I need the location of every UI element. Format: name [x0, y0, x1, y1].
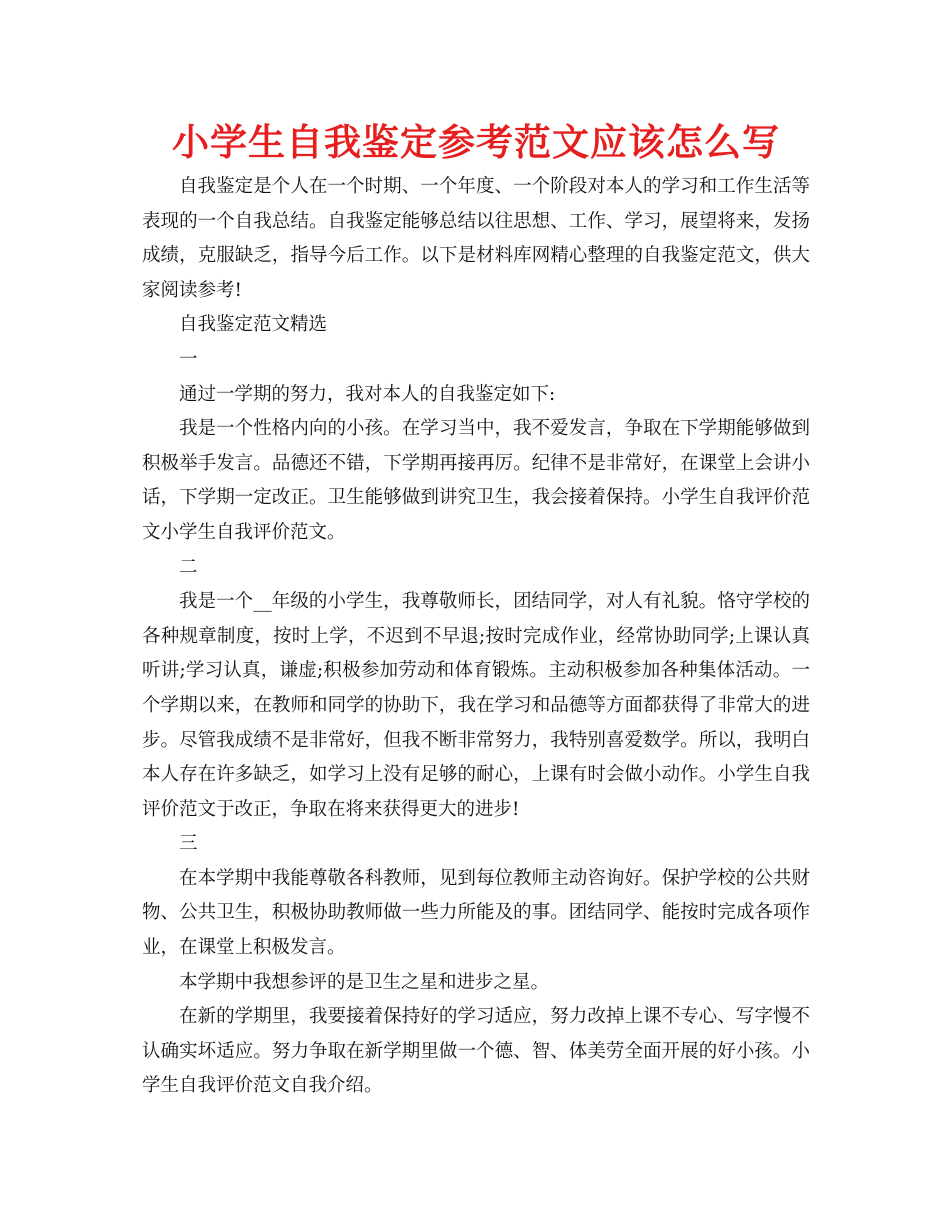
paragraph-intro: 自我鉴定是个人在一个时期、一个年度、一个阶段对本人的学习和工作生活等表现的一个自我总结。自我鉴定能够总结以往思想、工作、学习，展望将来，发扬成绩，克服缺乏，指导今后工作。以下是材料库网精心整理的自我鉴定范文，供大家阅读参考!: [142, 176, 810, 301]
paragraph-section-heading: 自我鉴定范文精选: [179, 314, 328, 336]
paragraph-one-body: 我是一个性格内向的小孩。在学习当中，我不爱发言，争取在下学期能够做到积极举手发言。品德还不错，下学期再接再厉。纪律不是非常好，在课堂上会讲小话，下学期一定改正。卫生能够做到讲究卫生，我会接着保持。小学生自我评价范文小学生自我评价范文。: [142, 418, 810, 543]
paragraph-number-one: 一: [179, 348, 198, 370]
document-body: [142, 170, 810, 1104]
paragraph-three-stars: 本学期中我想参评的是卫生之星和进步之星。: [179, 971, 550, 993]
paragraph-number-three: 三: [179, 833, 198, 855]
paragraph-three-closing: 在新的学期里，我要接着保持好的学习适应，努力改掉上课不专心、写字慢不认确实坏适应。努力争取在新学期里做一个德、智、体美劳全面开展的好小孩。小学生自我评价范文自我介绍。: [142, 1006, 810, 1097]
paragraph-two-body: 我是一个__年级的小学生，我尊敬师长，团结同学，对人有礼貌。恪守学校的各种规章制度，按时上学，不迟到不早退;按时完成作业，经常协助同学;上课认真听讲;学习认真，谦虚;积极参加劳动和体育锻炼。主动积极参加各种集体活动。一个学期以来，在教师和同学的协助下，我在学习和品德等方面都获得了非常大的进步。尽管我成绩不是非常好，但我不断非常努力，我特别喜爱数学。所以，我明白本人存在许多缺乏，如学习上没有足够的耐心，上课有时会做小动作。小学生自我评价范文于改正，争取在将来获得更大的进步!: [142, 591, 810, 820]
document-title: 小学生自我鉴定参考范文应该怎么写: [172, 121, 780, 164]
paragraph-one-lead: 通过一学期的努力，我对本人的自我鉴定如下:: [179, 383, 556, 405]
document-page: [142, 118, 810, 1104]
paragraph-three-body: 在本学期中我能尊敬各科教师，见到每位教师主动咨询好。保护学校的公共财物、公共卫生，积极协助教师做一些力所能及的事。团结同学、能按时完成各项作业，在课堂上积极发言。: [142, 867, 810, 959]
paragraph-number-two: 二: [179, 556, 198, 578]
